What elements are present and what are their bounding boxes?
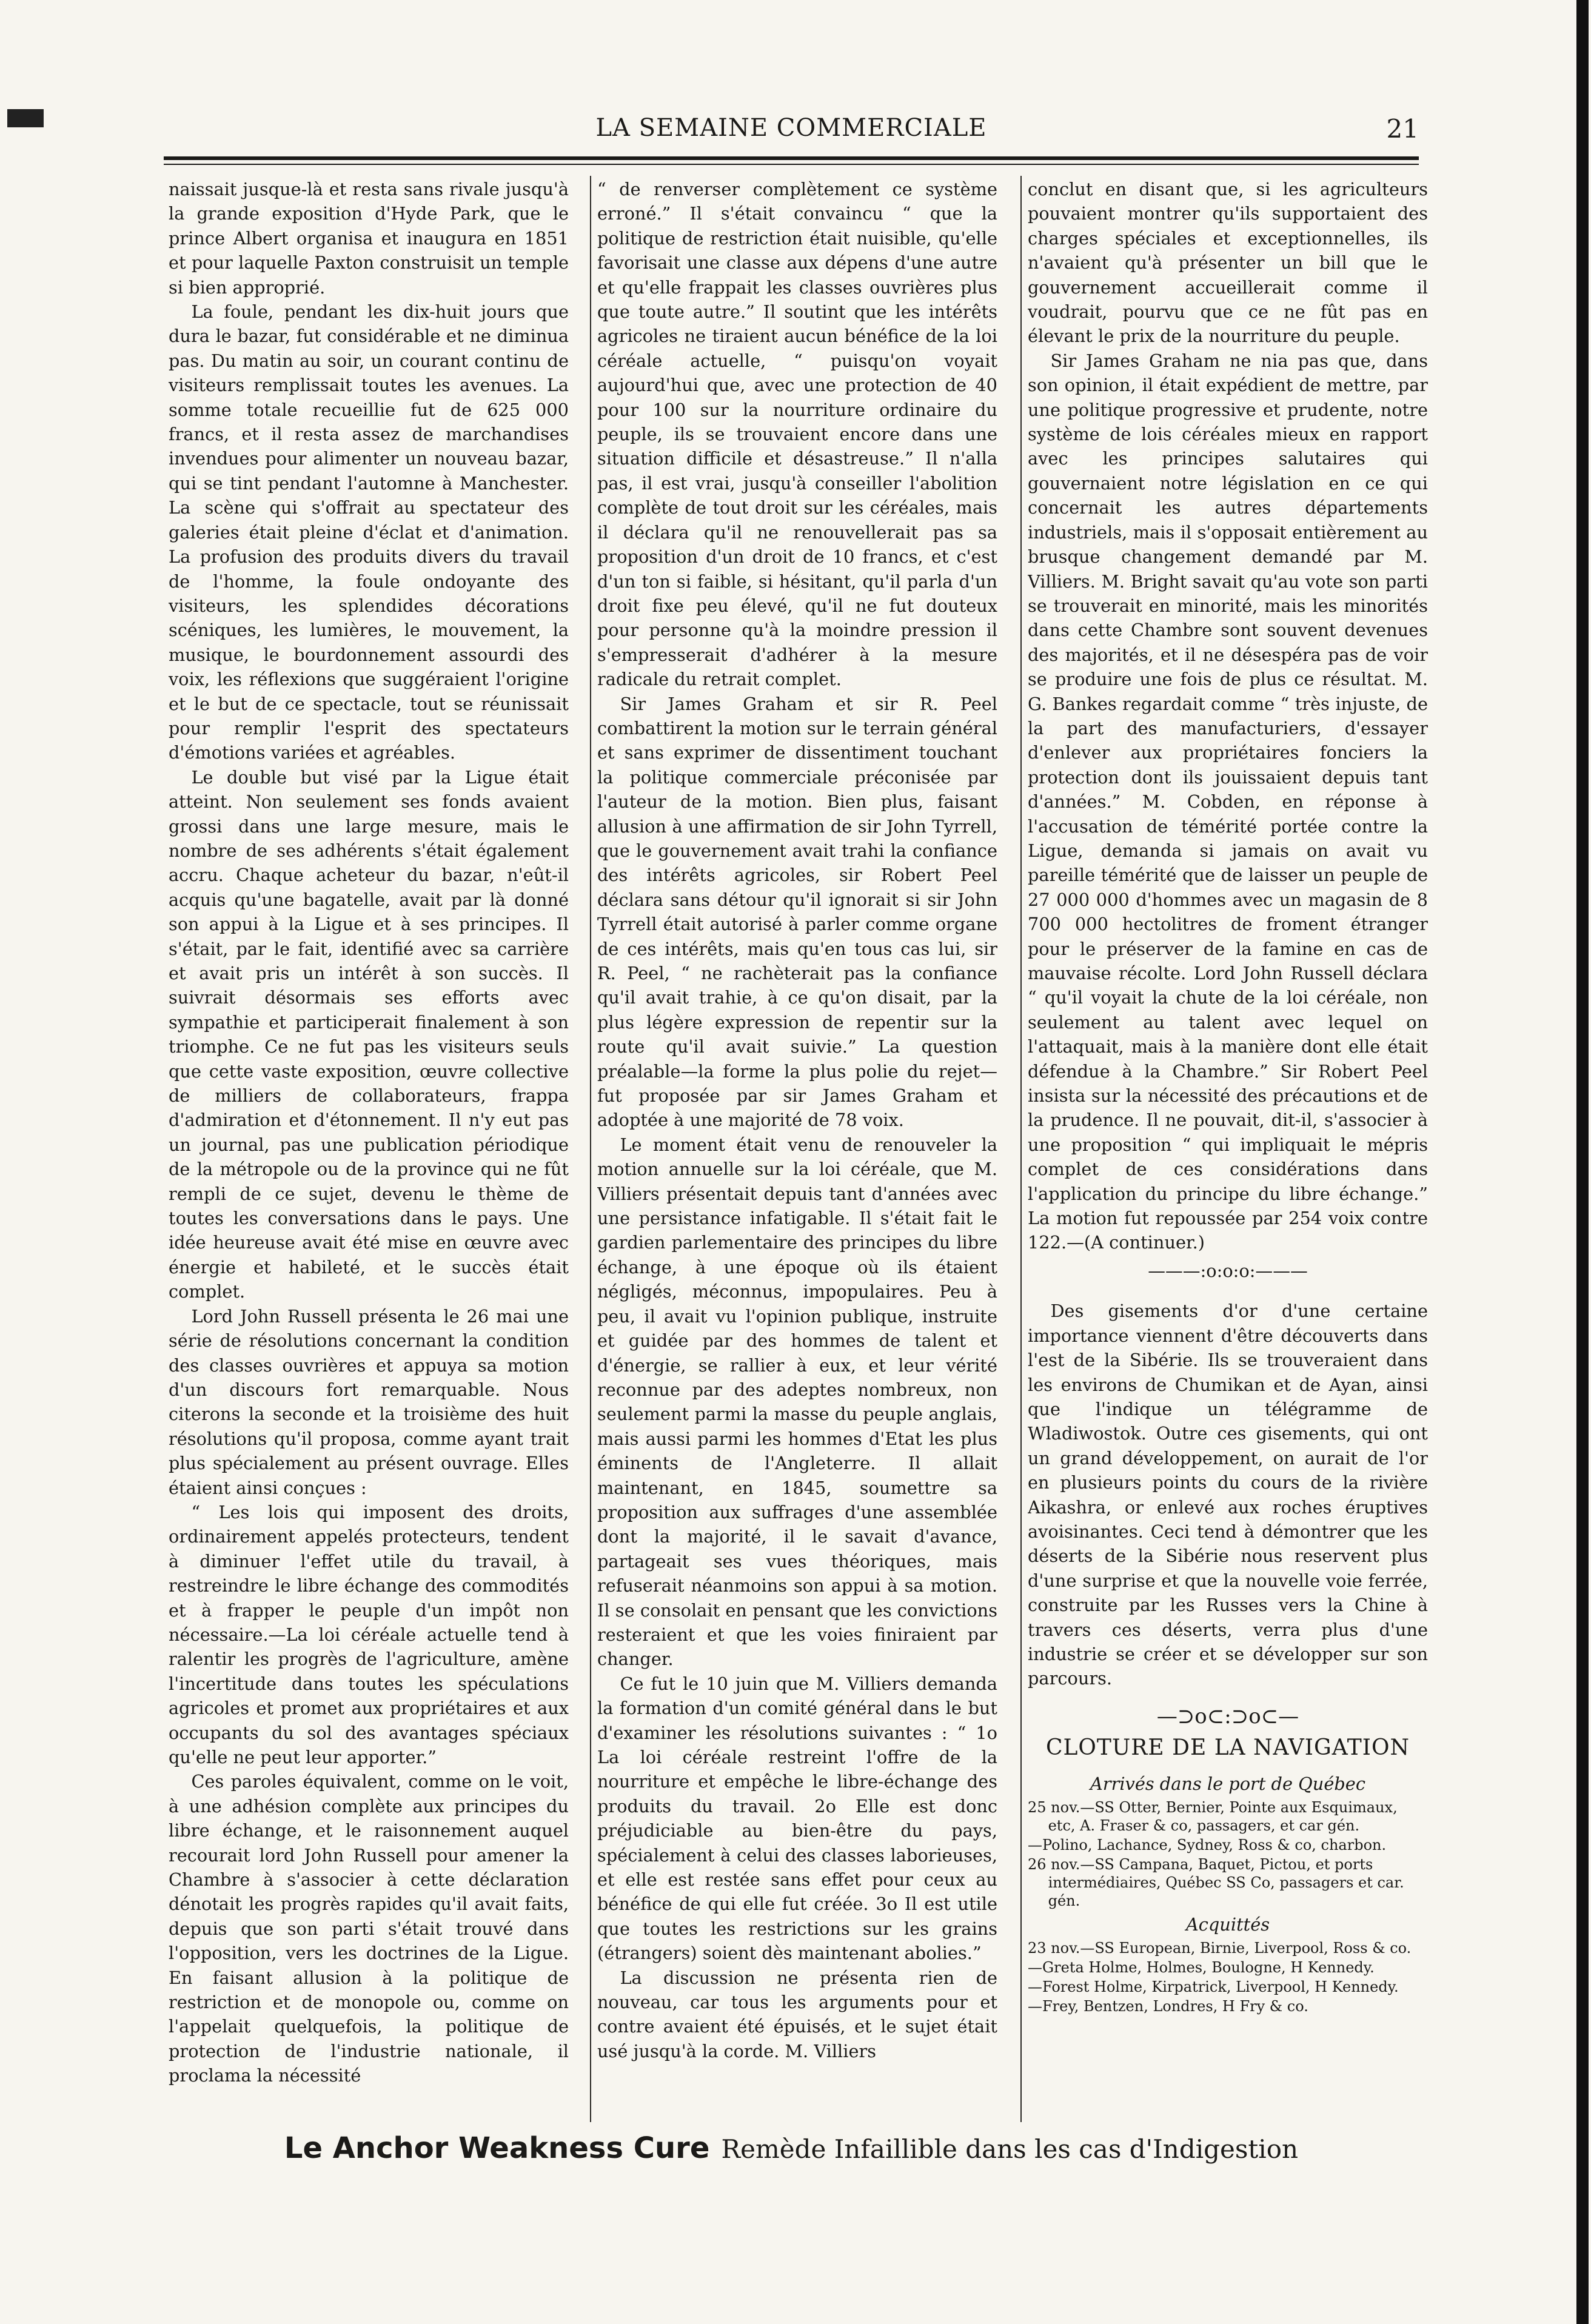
- article-paragraph: La foule, pendant les dix-huit jours que dura le bazar, fut considérable et ne diminua pas. Du matin au soir, un courant continu de visiteurs remplissait toutes les avenues. La somme totale recueillie fut de 625 000 francs, et il resta assez de marchandises invendues pour alimenter un nouveau bazar, qui se tint pendant l'automne à Manchester. La scène qui s'offrait au spectateur des galeries était pleine d'éclat et d'animation. La profusion des produits divers du travail de l'homme, la foule ondoyante des visiteurs, les splendides décorations scéniques, les lumières, le mouvement, la musique, le bourdonnement assourdi des voix, les réflexions que suggéraient l'origine et le but de ce spectacle, tout se réunissait pour remplir l'esprit des spectateurs d'émotions variées et agréables.: [169, 301, 569, 763]
- header-rule-thin: [164, 164, 1419, 165]
- cleared-heading: Acquittés: [1185, 1914, 1270, 1935]
- article-paragraph: Le moment était venu de renouveler la motion annuelle sur la loi céréale, que M. Villiers présentait depuis tant d'années avec une persistance infatigable. Il s'était fait le gardien parlementaire des principes du libre échange, à une époque où ils étaient négligés, méconnus, impopulaires. Peu à peu, il avait vu l'opinion publique, instruite et guidée par des hommes de talent et d'énergie, se rallier à eux, et leur vérité reconnue par des adeptes nombreux, non seulement parmi la masse du peuple anglais, mais aussi parmi les hommes d'Etat les plus éminents de l'Angleterre. Il allait maintenant, en 1845, soumettre sa proposition aux suffrages d'une assemblée dont la majorité, il le savait d'avance, partageait ses vues théoriques, mais refuserait néanmoins son appui à sa motion. Il se consolait en pensant que les convictions resteraient et que les voies finiraient par changer.: [597, 1134, 997, 1670]
- article-paragraph: naissait jusque-là et resta sans rivale jusqu'à la grande exposition d'Hyde Park, que le prince Albert organisa et inaugura en 1851 et pour laquelle Paxton construisit un temple si bien approprié.: [169, 179, 569, 298]
- article-paragraph: Le double but visé par la Ligue était atteint. Non seulement ses fonds avaient grossi dans une large mesure, mais le nombre de ses adhérents s'était également accru. Chaque acheteur du bazar, n'eût-il acquis qu'une bagatelle, avait par là donné son appui à la Ligue et à ses principes. Il s'était, par le fait, identifié avec sa carrière et avait pris un intérêt à son succès. Il suivrait désormais ses efforts avec sympathie et participerait finalement à son triomphe. Ce ne fut pas les visiteurs seuls que cette vaste exposition, œuvre collective de milliers de collaborateurs, frappa d'admiration et d'étonnement. Il n'y eut pas un journal, pas une publication périodique de la métropole ou de la province qui ne fût rempli de ce sujet, devenu le thème de toutes les conversations dans le pays. Une idée heureuse avait été mise en œuvre avec énergie et habileté, et le succès était complet.: [169, 766, 569, 1302]
- article-column-1: [169, 177, 569, 2126]
- cleared-entry: —Forest Holme, Kirpatrick, Liverpool, H Kennedy.: [1028, 1978, 1399, 1996]
- column-rule-1: [590, 176, 591, 2122]
- article-paragraph: “ de renverser complètement ce système erroné.” Il s'était convaincu “ que la politique de restriction était nuisible, qu'elle favorisait une classe aux dépens d'une autre et qu'elle frappait les classes ouvrières plus que toute autre.” Il soutint que les intérêts agricoles ne tiraient aucun bénéfice de la loi céréale actuelle, “ puisqu'on voyait aujourd'hui que, avec une protection de 40 pour 100 sur la nourriture ordinaire du peuple, ils se trouvaient encore dans une situation difficile et désastreuse.” Il n'alla pas, il est vrai, jusqu'à conseiller l'abolition complète de tout droit sur les céréales, mais il déclara qu'il ne renouvellerait pas sa proposition d'un droit de 10 francs, et c'est d'un ton si faible, si hésitant, qu'il parla d'un droit fixe peu élevé, qu'il ne fut douteux pour personne qu'à la moindre pression il s'empresserait d'adhérer à la mesure radicale du retrait complet.: [597, 179, 997, 690]
- page-header: [164, 110, 1419, 153]
- article-paragraph: Ces paroles équivalent, comme on le voit, à une adhésion complète aux principes du libre échange, et le raisonnement auquel recourait lord John Russell pour amener la Chambre à s'associer à cette déclaration dénotait les progrès rapides qu'il avait faits, depuis que son parti s'était trouvé dans l'opposition, vers les doctrines de la Ligue. En faisant allusion à la politique de restriction et de monopole ou, comme on l'appelait quelquefois, la politique de protection de l'industrie nationale, il proclama la nécessité: [169, 1771, 569, 2086]
- article-paragraph: La discussion ne présenta rien de nouveau, car tous les arguments pour et contre avaient été épuisés, et le sujet était usé jusqu'à la corde. M. Villiers: [597, 1967, 997, 2061]
- running-title: LA SEMAINE COMMERCIALE: [595, 114, 987, 142]
- scan-frame-edge: [1576, 0, 1589, 2324]
- arrival-entry: —Polino, Lachance, Sydney, Ross & co, charbon.: [1028, 1837, 1387, 1854]
- cleared-entry: —Frey, Bentzen, Londres, H Fry & co.: [1028, 1998, 1308, 2015]
- ad-tagline: Remède Infaillible dans les cas d'Indigestion: [721, 2134, 1299, 2164]
- article-paragraph: conclut en disant que, si les agriculteurs pouvaient montrer qu'ils supportaient des charges spéciales et exceptionnelles, ils n'avaient qu'à présenter un bill que le gouvernement accueillerait comme il voudrait, pourvu que ce ne fût pas en élevant le prix de la nourriture du peuple.: [1028, 179, 1428, 347]
- article-paragraph: Lord John Russell présenta le 26 mai une série de résolutions concernant la condition des classes ouvrières et appuya sa motion d'un discours fort remarquable. Nous citerons la seconde et la troisième des huit résolutions qu'il proposa, comme ayant trait plus spécialement au présent ouvrage. Elles étaient ainsi conçues :: [169, 1305, 569, 1498]
- article-quote: “ Les lois qui imposent des droits, ordinairement appelés protecteurs, tendent à diminuer l'effet utile du travail, à restreindre le libre échange des commodités et à frapper le peuple d'un impôt non nécessaire.—La loi céréale actuelle tend à ralentir les progrès de l'agriculture, amène l'incertitude dans toutes les spéculations agricoles et promet aux propriétaires et aux occupants du sol des avantages spéciaux qu'elle ne peut leur apporter.”: [169, 1501, 569, 1767]
- page-number: 21: [1386, 114, 1419, 144]
- article-column-3: [1028, 177, 1428, 2126]
- header-rule-thick: [164, 156, 1419, 160]
- article-paragraph: Ce fut le 10 juin que M. Villiers demanda la formation d'un comité général dans le but d'examiner les résolutions suivantes : “ 1o La loi céréale restreint l'offre de la nourriture et empêche le libre-échange des produits du travail. 2o Elle est donc préjudiciable au bien-être du pays, spécialement à celui des classes laborieuses, et elle est restée sans effet pour ceux au bénéfice de qui elle fut créée. 3o Il est utile que toutes les restrictions sur les grains (étrangers) soient dès maintenant abolies.”: [597, 1673, 997, 1964]
- scan-margin-mark: [7, 109, 44, 127]
- news-paragraph-gold: Des gisements d'or d'une certaine importance viennent d'être découverts dans l'est de la Sibérie. Ils se trouveraient dans les environs de Chumikan et de Ayan, ainsi que l'indique un télégramme de Wladiwostok. Outre ces gisements, qui ont un grand développement, on aurait de l'or en plusieurs points du cours de la rivière Aikashra, or enlevé aux roches éruptives avoisinantes. Ceci tend à démontrer que les déserts de la Sibérie nous reservent plus d'une surprise et que la nouvelle voie ferrée, construite par les Russes vers la Chine à travers ces déserts, verra plus d'une industrie se créer et se développer sur son parcours.: [1028, 1301, 1428, 1689]
- section-divider: ———:o:o:o:———: [1148, 1260, 1308, 1281]
- column-rule-2: [1020, 176, 1022, 2122]
- article-paragraph: Sir James Graham ne nia pas que, dans son opinion, il était expédient de mettre, par une politique progressive et prudente, notre système de lois céréales mieux en rapport avec les principes salutaires qui gouvernaient notre législation en ce qui concernait les autres départements industriels, mais il s'opposait entièrement au brusque changement demandé par M. Villiers. M. Bright savait qu'au vote son parti se trouverait en minorité, mais les minorités dans cette Chambre sont souvent devenues des majorités, et il ne désespéra pas de voir se produire une fois de plus ce résultat. M. G. Bankes regardait comme “ très injuste, de la part des manufacturiers, d'essayer d'enlever aux propriétaires fonciers la protection dont ils jouissaient depuis tant d'années.” M. Cobden, en réponse à l'accusation de témérité portée contre la Ligue, demanda si jamais on avait vu pareille témérité que de laisser un peuple de 27 000 000 d'hommes avec un magasin de 8 700 000 hectolitres de froment étranger pour le préserver de la famine en cas de mauvaise récolte. Lord John Russell déclara “ qu'il voyait la chute de la loi céréale, non seulement au talent avec lequel on l'attaquait, mais à la manière dont elle était défendue à la Chambre.” Sir Robert Peel insista sur la nécessité des précautions et de la prudence. Il ne pouvait, dit-il, s'associer à une proposition “ qui impliquait le mépris complet de ces considérations dans l'application du principe du libre échange.” La motion fut repoussée par 254 voix contre 122.—(A continuer.): [1028, 350, 1428, 1253]
- cleared-entry: —Greta Holme, Holmes, Boulogne, H Kennedy.: [1028, 1959, 1375, 1977]
- ad-brand: Le Anchor Weakness Cure: [284, 2131, 710, 2165]
- cleared-entry: 23 nov.—SS European, Birnie, Liverpool, Ross & co.: [1028, 1940, 1412, 1957]
- ornament-divider: —⊃o⊂:⊃o⊂—: [1156, 1704, 1299, 1729]
- arrivals-heading: Arrivés dans le port de Québec: [1090, 1773, 1365, 1794]
- article-paragraph: Sir James Graham et sir R. Peel combattirent la motion sur le terrain général et sans exprimer de dissentiment touchant la politique commerciale préconisée par l'auteur de la motion. Bien plus, faisant allusion à une affirmation de sir John Tyrrell, que le gouvernement avait trahi la confiance des intérêts agricoles, sir Robert Peel déclara sans détour qu'il ignorait si sir John Tyrrell était autorisé à parler comme organe de ces intérêts, mais qu'en tous cas lui, sir R. Peel, “ ne rachèterait pas la confiance qu'il avait trahie, à ce qu'on disait, par la plus légère expression de repentir sur la route qu'il avait suivie.” La question préalable—la forme la plus polie du rejet—fut proposée par sir James Graham et adoptée à une majorité de 78 voix.: [597, 693, 997, 1131]
- arrival-entry: 26 nov.—SS Campana, Baquet, Pictou, et ports intermédiaires, Québec SS Co, passagers et car. gén.: [1028, 1856, 1404, 1909]
- navigation-heading: CLOTURE DE LA NAVIGATION: [1045, 1735, 1410, 1761]
- arrival-entry: 25 nov.—SS Otter, Bernier, Pointe aux Esquimaux, etc, A. Fraser & co, passagers, et car gén.: [1028, 1799, 1398, 1834]
- article-column-2: [597, 177, 997, 2126]
- advertisement-banner: [164, 2131, 1419, 2165]
